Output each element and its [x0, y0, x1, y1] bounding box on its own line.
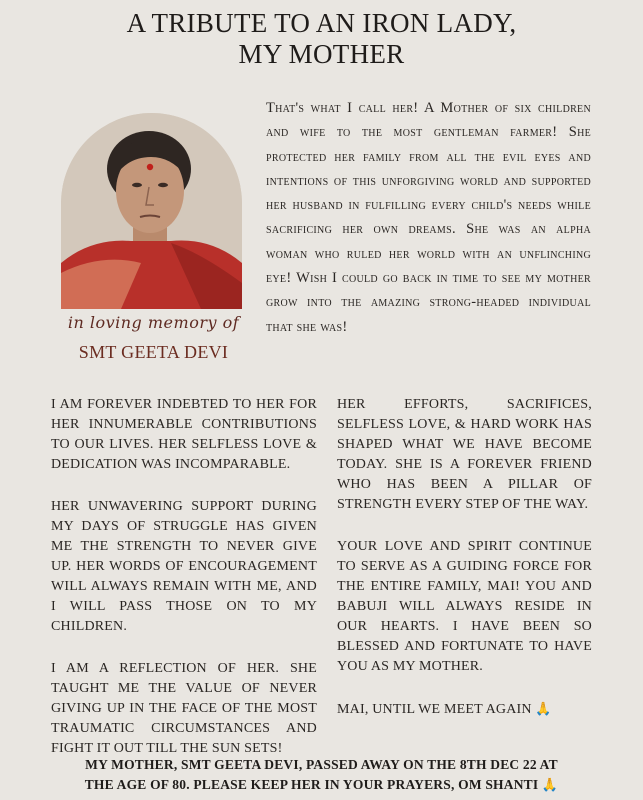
page-title	[0, 8, 643, 70]
praying-hands-icon: 🙏	[541, 777, 559, 792]
footer-line-2-text: THE AGE OF 80. PLEASE KEEP HER IN YOUR PRAYERS, OM SHANTI	[84, 777, 539, 792]
portrait-of-elderly-woman-icon	[61, 113, 242, 309]
praying-hands-icon: 🙏	[535, 701, 552, 716]
left-paragraph-2: HER UNWAVERING SUPPORT DURING MY DAYS OF STRUGGLE HAS GIVEN ME THE STRENGTH TO NEVER GIVE UP. HER WORDS OF ENCOURAGEMENT WILL ALWAYS REMAIN WITH ME, AND I WILL PASS THOSE ON TO MY CHILDREN.	[51, 499, 317, 634]
right-column	[337, 395, 592, 742]
farewell-text: MAI, UNTIL WE MEET AGAIN	[337, 702, 532, 717]
in-loving-memory-script: in loving memory of	[67, 313, 240, 332]
left-paragraph-3: I AM A REFLECTION OF HER. SHE TAUGHT ME THE VALUE OF NEVER GIVING UP IN THE FACE OF THE MOST TRAUMATIC CIRCUMSTANCES AND FIGHT IT OUT TILL THE SUN SETS!	[51, 661, 317, 756]
footer-notice	[30, 755, 613, 795]
portrait-photo	[61, 113, 242, 309]
right-paragraph-3	[337, 699, 592, 720]
left-paragraph-1: I AM FOREVER INDEBTED TO HER FOR HER INNUMERABLE CONTRIBUTIONS TO OUR LIVES. HER SELFLESS LOVE & DEDICATION WAS INCOMPARABLE.	[51, 397, 317, 472]
right-paragraph-1: HER EFFORTS, SACRIFICES, SELFLESS LOVE, & HARD WORK HAS SHAPED WHAT WE HAVE BECOME TODAY. SHE IS A FOREVER FRIEND WHO HAS BEEN A PILLAR OF STRENGTH EVERY STEP OF THE WAY.	[337, 397, 592, 512]
intro-paragraph: That's what I call her! A Mother of six children and wife to the most gentleman farmer! She protected her family from all the evil eyes and intentions of this unforgiving world and supported her husband in fulfilling every child's needs while sacrificing her own dreams. She was an alpha woman who ruled her world with an unflinching eye! Wish I could go back in time to see my mother grow into the amazing strong-headed individual that she was!	[266, 100, 591, 335]
footer-line-1: MY MOTHER, SMT GEETA DEVI, PASSED AWAY ON THE 8TH DEC 22 AT	[85, 757, 558, 772]
memorial-name: SMT GEETA DEVI	[78, 342, 229, 362]
title-line-2: MY MOTHER	[238, 39, 405, 69]
right-paragraph-2: YOUR LOVE AND SPIRIT CONTINUE TO SERVE AS A GUIDING FORCE FOR THE ENTIRE FAMILY, MAI! YOU AND BABUJI WILL ALWAYS RESIDE IN OUR HEARTS. I HAVE BEEN SO BLESSED AND FORTUNATE TO HAVE YOU AS MY MOTHER.	[337, 539, 592, 674]
title-line-1: A TRIBUTE TO AN IRON LADY,	[126, 8, 517, 38]
footer-line-2	[30, 775, 613, 795]
left-column	[51, 395, 317, 781]
